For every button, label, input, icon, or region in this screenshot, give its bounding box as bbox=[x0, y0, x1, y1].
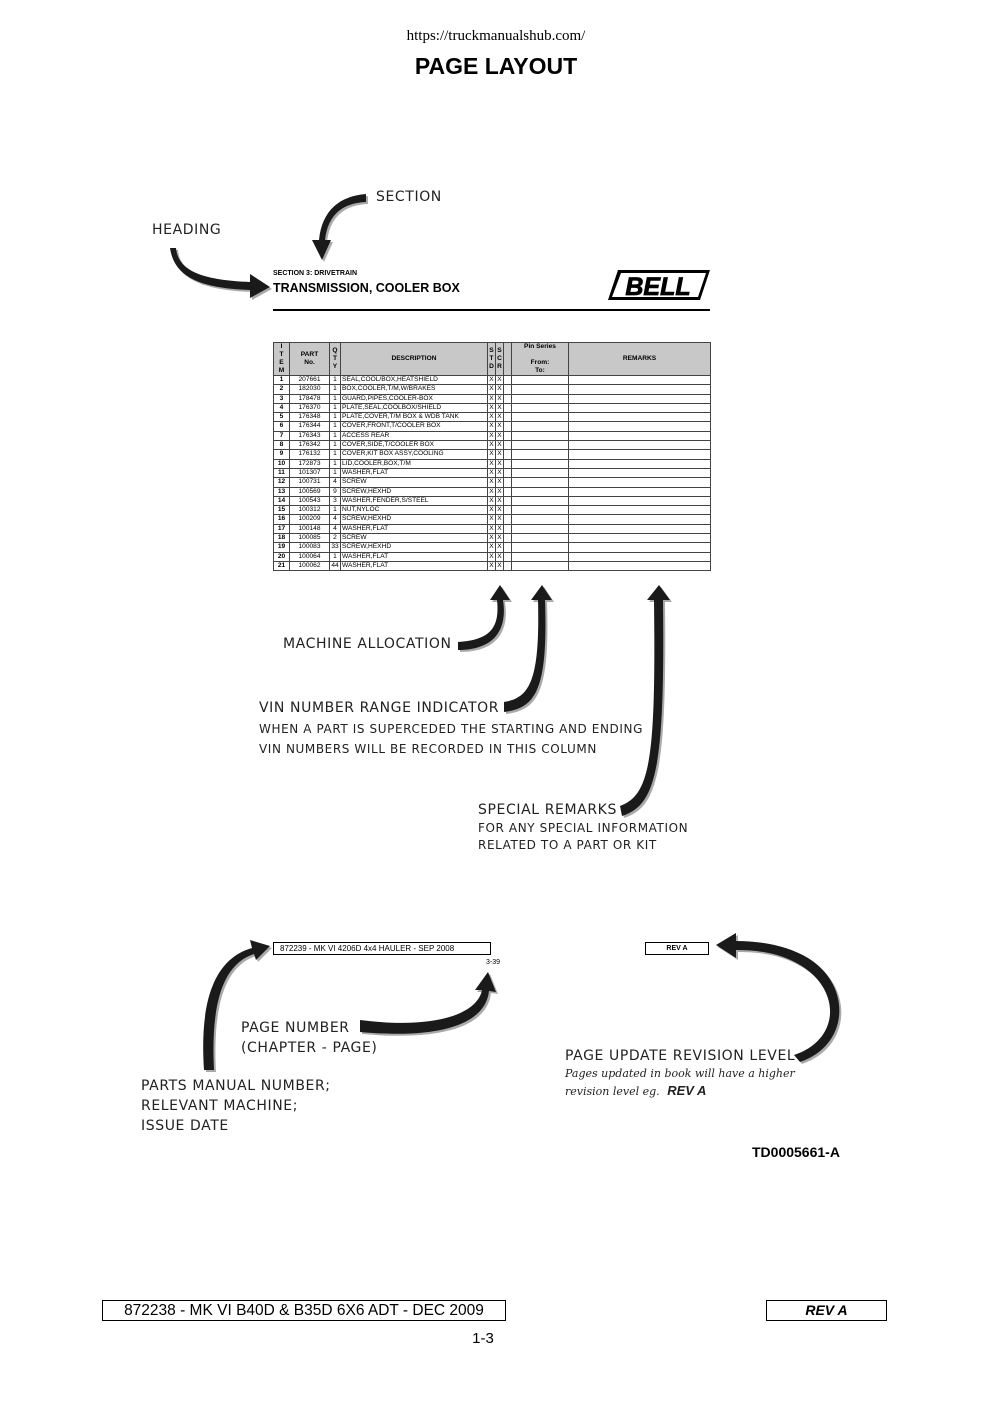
item-cell: 20 bbox=[274, 552, 290, 561]
item-cell: 12 bbox=[274, 478, 290, 487]
qty-cell: 1 bbox=[330, 459, 341, 468]
description-cell: WASHER,FLAT bbox=[341, 552, 488, 561]
description-cell: WASHER,FENDER,S/STEEL bbox=[341, 496, 488, 505]
qty-cell: 1 bbox=[330, 385, 341, 394]
std-cell: X bbox=[489, 413, 494, 421]
spare-cell bbox=[504, 534, 512, 543]
spare-cell bbox=[504, 496, 512, 505]
part-number-cell: 100543 bbox=[290, 496, 330, 505]
qty-cell: 2 bbox=[330, 534, 341, 543]
remarks-cell bbox=[569, 459, 711, 468]
spare-cell bbox=[504, 487, 512, 496]
revision-callout-line bbox=[565, 1083, 706, 1098]
std-cell: X bbox=[489, 459, 494, 467]
item-cell: 21 bbox=[274, 561, 290, 570]
sample-heading: TRANSMISSION, COOLER BOX bbox=[273, 281, 460, 295]
description-cell: SCREW,HEXHD bbox=[341, 487, 488, 496]
qty-cell: 33 bbox=[331, 543, 339, 551]
description-cell: COVER,KIT BOX ASSY,COOLING bbox=[341, 450, 488, 459]
footer-revision: REV A bbox=[766, 1300, 887, 1321]
table-row bbox=[274, 515, 711, 524]
scr-cell: X bbox=[497, 478, 502, 486]
scr-cell: X bbox=[497, 441, 502, 449]
remarks-cell bbox=[569, 561, 711, 570]
part-number-cell: 176370 bbox=[290, 403, 330, 412]
part-number-cell: 100062 bbox=[290, 561, 330, 570]
pin-series-cell bbox=[512, 468, 569, 477]
pin-series-cell bbox=[512, 534, 569, 543]
std-cell: X bbox=[489, 534, 494, 542]
heading-arrow-icon bbox=[170, 248, 272, 300]
remarks-cell bbox=[569, 496, 711, 505]
pin-series-cell bbox=[512, 552, 569, 561]
spare-cell bbox=[504, 385, 512, 394]
figure-code: TD0005661-A bbox=[752, 1144, 840, 1160]
description-cell: NUT,NYLOC bbox=[341, 506, 488, 515]
description-cell: SCREW,HEXHD bbox=[341, 543, 488, 552]
scr-cell: X bbox=[497, 524, 502, 532]
scr-cell: X bbox=[497, 403, 502, 411]
std-cell: X bbox=[489, 487, 494, 495]
description-cell: GUARD,PIPES,COOLER-BOX bbox=[341, 394, 488, 403]
bell-logo-text: BELL bbox=[625, 273, 691, 301]
scr-cell: X bbox=[497, 534, 502, 542]
remarks-cell bbox=[569, 468, 711, 477]
sample-parts-table bbox=[273, 342, 711, 571]
table-row bbox=[274, 450, 711, 459]
table-row bbox=[274, 403, 711, 412]
pin-series-cell bbox=[512, 487, 569, 496]
remarks-cell bbox=[569, 394, 711, 403]
manual-number-callout: PARTS MANUAL NUMBER; bbox=[141, 1078, 331, 1094]
item-cell: 7 bbox=[274, 431, 290, 440]
pin-series-cell bbox=[512, 506, 569, 515]
qty-cell: 3 bbox=[330, 496, 341, 505]
spare-cell bbox=[504, 413, 512, 422]
scr-header: S C R bbox=[496, 343, 504, 376]
item-cell: 2 bbox=[274, 385, 290, 394]
pin-series-cell bbox=[512, 515, 569, 524]
spare-cell bbox=[504, 376, 512, 385]
remarks-cell bbox=[569, 552, 711, 561]
sample-footer-rev: REV A bbox=[645, 942, 709, 955]
sample-section-label: SECTION 3: DRIVETRAIN bbox=[273, 270, 358, 277]
pin-series-cell bbox=[512, 496, 569, 505]
scr-cell: X bbox=[497, 413, 502, 421]
table-row bbox=[274, 468, 711, 477]
machine-allocation-callout: MACHINE ALLOCATION bbox=[283, 636, 452, 652]
sample-footer-page: 3-39 bbox=[486, 959, 501, 966]
qty-cell: 4 bbox=[330, 515, 341, 524]
spare-cell bbox=[504, 506, 512, 515]
vin-arrow-icon bbox=[504, 585, 554, 714]
vin-callout-line: VIN NUMBERS WILL BE RECORDED IN THIS COLUMN bbox=[259, 742, 597, 756]
spare-cell bbox=[504, 515, 512, 524]
description-cell: BOX,COOLER,T/M,W/BRAKES bbox=[341, 385, 488, 394]
part-number-cell: 182030 bbox=[290, 385, 330, 394]
std-cell: X bbox=[489, 496, 494, 504]
std-cell: X bbox=[489, 524, 494, 532]
std-cell: X bbox=[489, 468, 494, 476]
part-number-cell: 176344 bbox=[290, 422, 330, 431]
std-cell: X bbox=[489, 506, 494, 514]
description-cell: PLATE,COVER,T/M BOX & WDB TANK bbox=[341, 413, 488, 422]
qty-cell: 4 bbox=[330, 478, 341, 487]
pin-series-cell bbox=[512, 385, 569, 394]
description-cell: ACCESS REAR bbox=[341, 431, 488, 440]
scr-cell: X bbox=[497, 496, 502, 504]
remarks-callout-title: SPECIAL REMARKS bbox=[478, 802, 617, 818]
item-cell: 13 bbox=[274, 487, 290, 496]
scr-cell: X bbox=[497, 394, 502, 402]
part-number-cell: 176132 bbox=[290, 450, 330, 459]
spare-cell bbox=[504, 459, 512, 468]
std-cell: X bbox=[489, 478, 494, 486]
qty-cell: 1 bbox=[330, 413, 341, 422]
page-number-callout: PAGE NUMBER bbox=[241, 1020, 350, 1036]
pin-series-cell bbox=[512, 459, 569, 468]
qty-cell: 1 bbox=[330, 376, 341, 385]
item-cell: 14 bbox=[274, 496, 290, 505]
description-cell: PLATE,SEAL,COOLBOX/SHIELD bbox=[341, 403, 488, 412]
table-row bbox=[274, 487, 711, 496]
scr-cell: X bbox=[497, 487, 502, 495]
std-cell: X bbox=[489, 450, 494, 458]
manual-number-callout: ISSUE DATE bbox=[141, 1118, 229, 1134]
std-cell: X bbox=[489, 385, 494, 393]
scr-cell: X bbox=[497, 515, 502, 523]
qty-cell: 9 bbox=[330, 487, 341, 496]
part-number-cell: 100569 bbox=[290, 487, 330, 496]
part-number-cell: 100312 bbox=[290, 506, 330, 515]
spare-cell bbox=[504, 450, 512, 459]
table-row bbox=[274, 561, 711, 570]
table-row bbox=[274, 376, 711, 385]
remarks-arrow-icon bbox=[620, 585, 672, 818]
table-row bbox=[274, 413, 711, 422]
description-cell: SCREW bbox=[341, 534, 488, 543]
std-cell: X bbox=[489, 441, 494, 449]
part-header: PART No. bbox=[290, 343, 330, 376]
remarks-cell bbox=[569, 506, 711, 515]
std-cell: X bbox=[489, 394, 494, 402]
scr-cell: X bbox=[497, 552, 502, 560]
section-arrow-icon bbox=[312, 194, 368, 262]
table-row bbox=[274, 431, 711, 440]
description-cell: LID,COOLER,BOX,T/M bbox=[341, 459, 488, 468]
scr-cell: X bbox=[497, 422, 502, 430]
description-cell: SCREW,HEXHD bbox=[341, 515, 488, 524]
pin-series-cell bbox=[512, 441, 569, 450]
scr-cell: X bbox=[497, 450, 502, 458]
qty-cell: 4 bbox=[330, 524, 341, 533]
part-number-cell: 176348 bbox=[290, 413, 330, 422]
remarks-header: REMARKS bbox=[569, 343, 711, 376]
table-header-row bbox=[274, 343, 711, 376]
table-row bbox=[274, 459, 711, 468]
manual-number-callout: RELEVANT MACHINE; bbox=[141, 1098, 299, 1114]
item-cell: 11 bbox=[274, 468, 290, 477]
description-cell: WASHER,FLAT bbox=[341, 524, 488, 533]
remarks-callout-line: RELATED TO A PART OR KIT bbox=[478, 838, 657, 852]
spare-cell bbox=[504, 403, 512, 412]
std-cell: X bbox=[489, 543, 494, 551]
part-number-cell: 100731 bbox=[290, 478, 330, 487]
std-header: S T D bbox=[488, 343, 496, 376]
item-cell: 9 bbox=[274, 450, 290, 459]
pin-series-cell bbox=[512, 403, 569, 412]
remarks-cell bbox=[569, 431, 711, 440]
revision-callout-text: revision level eg. bbox=[565, 1085, 660, 1098]
scr-cell: X bbox=[497, 468, 502, 476]
remarks-cell bbox=[569, 422, 711, 431]
description-cell: WASHER,FLAT bbox=[341, 468, 488, 477]
table-row bbox=[274, 506, 711, 515]
spare-cell bbox=[504, 441, 512, 450]
description-cell: SEAL,COOL/BOX,HEATSHIELD bbox=[341, 376, 488, 385]
vin-callout-line: WHEN A PART IS SUPERCEDED THE STARTING AND ENDING bbox=[259, 722, 643, 736]
part-number-cell: 100083 bbox=[290, 543, 330, 552]
page-number-arrow-icon bbox=[360, 972, 498, 1036]
spare-cell bbox=[504, 552, 512, 561]
qty-cell: 1 bbox=[330, 441, 341, 450]
pin-series-cell bbox=[512, 450, 569, 459]
page-number-callout: (CHAPTER - PAGE) bbox=[241, 1040, 378, 1056]
part-number-cell: 176342 bbox=[290, 441, 330, 450]
remarks-cell bbox=[569, 403, 711, 412]
heading-callout: HEADING bbox=[152, 222, 222, 238]
std-cell: X bbox=[489, 403, 494, 411]
item-cell: 16 bbox=[274, 515, 290, 524]
part-number-cell: 176343 bbox=[290, 431, 330, 440]
part-number-cell: 178478 bbox=[290, 394, 330, 403]
revision-callout-line: Pages updated in book will have a higher bbox=[565, 1067, 795, 1080]
item-cell: 4 bbox=[274, 403, 290, 412]
remarks-cell bbox=[569, 441, 711, 450]
spare-cell bbox=[504, 422, 512, 431]
pin-series-cell bbox=[512, 376, 569, 385]
spare-cell bbox=[504, 524, 512, 533]
description-header: DESCRIPTION bbox=[341, 343, 488, 376]
description-cell: WASHER,FLAT bbox=[341, 561, 488, 570]
item-cell: 6 bbox=[274, 422, 290, 431]
part-number-cell: 172873 bbox=[290, 459, 330, 468]
table-row bbox=[274, 394, 711, 403]
std-cell: X bbox=[489, 431, 494, 439]
item-cell: 3 bbox=[274, 394, 290, 403]
footer-manual-number: 872238 - MK VI B40D & B35D 6X6 ADT - DEC 2009 bbox=[102, 1300, 506, 1321]
scr-cell: X bbox=[497, 431, 502, 439]
source-url[interactable]: https://truckmanualshub.com/ bbox=[406, 28, 586, 44]
page-title: PAGE LAYOUT bbox=[414, 53, 578, 79]
item-cell: 10 bbox=[274, 459, 290, 468]
remarks-cell bbox=[569, 515, 711, 524]
item-header: I T E M bbox=[274, 343, 290, 376]
section-callout: SECTION bbox=[376, 189, 442, 205]
scr-cell: X bbox=[497, 543, 502, 551]
sample-footer-manual: 872239 - MK VI 4206D 4x4 HAULER - SEP 2008 bbox=[273, 942, 491, 955]
qty-cell: 1 bbox=[330, 450, 341, 459]
remarks-cell bbox=[569, 450, 711, 459]
part-number-cell: 100064 bbox=[290, 552, 330, 561]
footer-page-number: 1-3 bbox=[472, 1330, 494, 1347]
qty-cell: 1 bbox=[330, 506, 341, 515]
spare-cell bbox=[504, 394, 512, 403]
part-number-cell: 100148 bbox=[290, 524, 330, 533]
pin-series-cell bbox=[512, 543, 569, 552]
qty-cell: 1 bbox=[330, 403, 341, 412]
spare-cell bbox=[504, 543, 512, 552]
pin-series-cell bbox=[512, 524, 569, 533]
remarks-cell bbox=[569, 543, 711, 552]
part-number-cell: 100085 bbox=[290, 534, 330, 543]
std-cell: X bbox=[489, 552, 494, 560]
spare-header bbox=[504, 343, 512, 376]
item-cell: 19 bbox=[274, 543, 290, 552]
part-number-cell: 207661 bbox=[290, 376, 330, 385]
item-cell: 15 bbox=[274, 506, 290, 515]
table-row bbox=[274, 543, 711, 552]
table-row bbox=[274, 524, 711, 533]
std-cell: X bbox=[489, 515, 494, 523]
scr-cell: X bbox=[497, 506, 502, 514]
revision-example: REV A bbox=[667, 1083, 707, 1098]
std-cell: X bbox=[489, 376, 494, 383]
item-cell: 18 bbox=[274, 534, 290, 543]
pin-series-cell bbox=[512, 413, 569, 422]
qty-cell: 1 bbox=[330, 431, 341, 440]
pin-series-header: Pin Series From: To: bbox=[512, 343, 569, 376]
std-cell: X bbox=[489, 561, 494, 569]
remarks-cell bbox=[569, 487, 711, 496]
pin-series-cell bbox=[512, 431, 569, 440]
table-row bbox=[274, 496, 711, 505]
table-row bbox=[274, 422, 711, 431]
item-cell: 17 bbox=[274, 524, 290, 533]
qty-cell: 44 bbox=[331, 561, 339, 569]
qty-cell: 1 bbox=[330, 552, 341, 561]
qty-cell: 1 bbox=[330, 394, 341, 403]
pin-series-cell bbox=[512, 478, 569, 487]
item-cell: 1 bbox=[274, 376, 290, 385]
scr-cell: X bbox=[497, 376, 502, 383]
qty-cell: 1 bbox=[330, 422, 341, 431]
part-number-cell: 101307 bbox=[290, 468, 330, 477]
sample-heading-rule bbox=[273, 309, 710, 311]
bell-logo bbox=[606, 268, 712, 302]
description-cell: SCREW bbox=[341, 478, 488, 487]
scr-cell: X bbox=[497, 561, 502, 569]
table-row bbox=[274, 534, 711, 543]
qty-cell: 1 bbox=[330, 468, 341, 477]
table-row bbox=[274, 552, 711, 561]
item-cell: 8 bbox=[274, 441, 290, 450]
table-row bbox=[274, 385, 711, 394]
std-cell: X bbox=[489, 422, 494, 430]
remarks-cell bbox=[569, 385, 711, 394]
part-number-cell: 100209 bbox=[290, 515, 330, 524]
machine-allocation-arrow-icon bbox=[458, 585, 512, 652]
vin-callout-title: VIN NUMBER RANGE INDICATOR bbox=[259, 700, 500, 716]
pin-series-cell bbox=[512, 561, 569, 570]
spare-cell bbox=[504, 468, 512, 477]
remarks-cell bbox=[569, 478, 711, 487]
qty-header: Q T Y bbox=[330, 343, 341, 376]
description-cell: COVER,SIDE,T/COOLER BOX bbox=[341, 441, 488, 450]
remarks-cell bbox=[569, 413, 711, 422]
item-cell: 5 bbox=[274, 413, 290, 422]
spare-cell bbox=[504, 561, 512, 570]
scr-cell: X bbox=[497, 459, 502, 467]
table-row bbox=[274, 441, 711, 450]
spare-cell bbox=[504, 478, 512, 487]
pin-series-cell bbox=[512, 394, 569, 403]
remarks-callout-line: FOR ANY SPECIAL INFORMATION bbox=[478, 821, 689, 835]
pin-series-cell bbox=[512, 422, 569, 431]
table-row bbox=[274, 478, 711, 487]
remarks-cell bbox=[569, 376, 711, 385]
description-cell: COVER,FRONT,T/COOLER BOX bbox=[341, 422, 488, 431]
scr-cell: X bbox=[497, 385, 502, 393]
remarks-cell bbox=[569, 534, 711, 543]
spare-cell bbox=[504, 431, 512, 440]
revision-arrow-icon bbox=[716, 933, 841, 1064]
revision-callout-title: PAGE UPDATE REVISION LEVEL bbox=[565, 1048, 796, 1064]
remarks-cell bbox=[569, 524, 711, 533]
